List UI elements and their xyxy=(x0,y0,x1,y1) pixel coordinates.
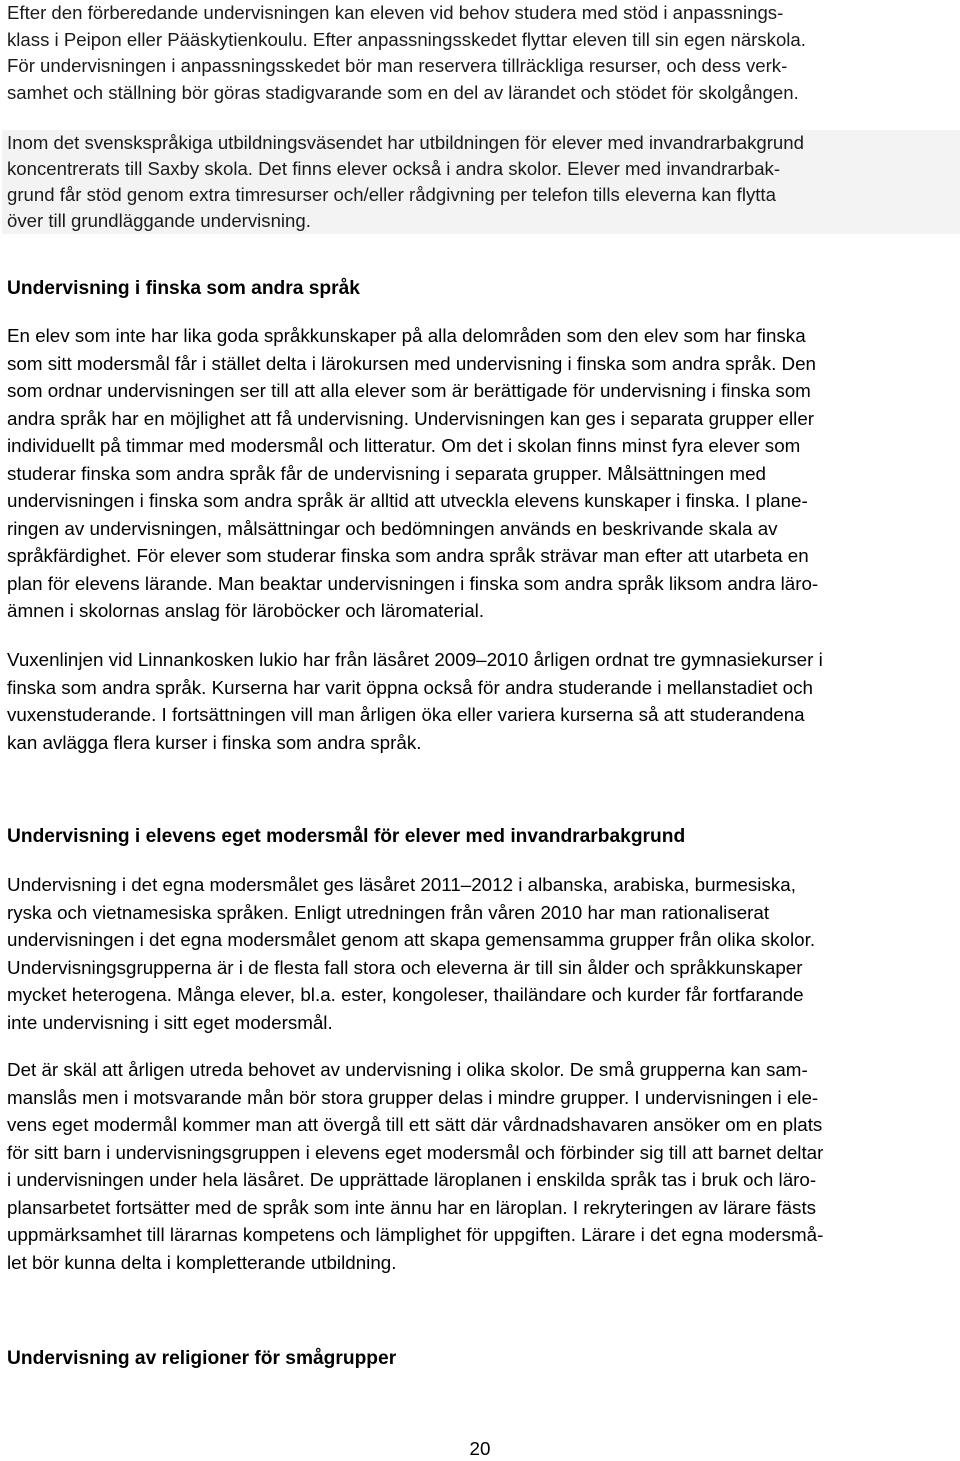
heading-religioner: Undervisning av religioner för smågrupper xyxy=(7,1348,397,1369)
text-line: Undervisningsgrupperna är i de flesta fall stora och eleverna är till sin ålder och språkkunskaper xyxy=(7,956,803,978)
text-line: grund får stöd genom extra timresurser och/eller rådgivning per telefon tills eleverna kan flytta xyxy=(7,184,776,205)
text-line: ryska och vietnamesiska språken. Enligt utredningen från våren 2010 har man rationaliserat xyxy=(7,901,770,923)
text-line: Vuxenlinjen vid Linnankosken lukio har från läsåret 2009–2010 årligen ordnat tre gymnasiekurser i xyxy=(7,649,823,670)
paragraph-anpassning xyxy=(7,0,956,106)
text-line: ringen av undervisningen, målsättningar och bedömningen används en beskrivande skala av xyxy=(7,517,778,539)
text-line: i undervisningen under hela läsåret. De upprättade läroplanen i enskilda språk tas i bruk och läro- xyxy=(7,1169,817,1190)
text-line: för sitt barn i undervisningsgruppen i elevens eget modersmål och förbinder sig till att barnet deltar xyxy=(7,1141,824,1163)
text-line: vuxenstuderande. I fortsättningen vill man årligen öka eller variera kurserna så att studerandena xyxy=(7,704,805,725)
text-line: Efter den förberedande undervisningen kan eleven vid behov studera med stöd i anpassnings- xyxy=(7,2,784,23)
text-line: andra språk har en möjlighet att få undervisning. Undervisningen kan ges i separata grupper eller xyxy=(7,407,815,429)
text-line: Undervisning i det egna modersmålet ges läsåret 2011–2012 i albanska, arabiska, burmesiska, xyxy=(7,874,796,895)
heading-eget-modersmal: Undervisning i elevens eget modersmål för elever med invandrarbakgrund xyxy=(7,826,686,847)
text-line: samhet och ställning bör göras stadigvarande som en del av lärandet och stödet för skolgången. xyxy=(7,81,799,103)
text-line: mycket heterogena. Många elever, bl.a. ester, kongoleser, thailändare och kurder får fortfarande xyxy=(7,984,804,1005)
paragraph-finska-1 xyxy=(7,322,956,625)
page-number: 20 xyxy=(469,1438,491,1459)
text-line: Inom det svenskspråkiga utbildningsväsendet har utbildningen för elever med invandrarbakgrund xyxy=(7,132,804,153)
text-line: språkfärdighet. För elever som studerar finska som andra språk strävar man efter att utarbeta en xyxy=(7,545,809,566)
text-line: manslås men i motsvarande mån bör stora grupper delas i mindre grupper. I undervisningen i ele- xyxy=(7,1086,819,1108)
text-line: finska som andra språk. Kurserna har varit öppna också för andra studerande i mellanstadiet och xyxy=(7,676,813,698)
text-line: undervisningen i finska som andra språk är alltid att utveckla elevens kunskaper i finska. I plane- xyxy=(7,490,808,511)
text-line: undervisningen i det egna modersmålet genom att skapa gemensamma grupper från olika skolor. xyxy=(7,929,816,950)
text-line: över till grundläggande undervisning. xyxy=(7,210,311,231)
text-line: koncentrerats till Saxby skola. Det finns elever också i andra skolor. Elever med invandrarbak- xyxy=(7,158,781,179)
text-line: ämnen i skolornas anslag för läroböcker och läromaterial. xyxy=(7,600,485,621)
text-line: studerar finska som andra språk får de undervisning i separata grupper. Målsättningen med xyxy=(7,462,766,484)
text-line: klass i Peipon eller Pääskytienkoulu. Efter anpassningsskedet flyttar eleven till sin egen närskola. xyxy=(7,28,806,50)
text-line: Det är skäl att årligen utreda behovet av undervisning i olika skolor. De små grupperna kan sam- xyxy=(7,1059,808,1080)
heading-finska-andra-sprak: Undervisning i finska som andra språk xyxy=(7,278,360,299)
text-line: som ordnar undervisningen ser till att alla elever som är berättigade för undervisning i finska som xyxy=(7,380,811,401)
paragraph-svensksprakiga xyxy=(2,130,960,234)
text-line: plansarbetet fortsätter med de språk som inte ännu har en läroplan. I rekryteringen av lärare fästs xyxy=(7,1196,817,1218)
text-line: uppmärksamhet till lärarnas kompetens och lämplighet för uppgiften. Lärare i det egna modersmå- xyxy=(7,1224,824,1245)
text-line: individuellt på timmar med modersmål och litteratur. Om det i skolan finns minst fyra elever som xyxy=(7,435,801,456)
paragraph-modersmal-2 xyxy=(7,1056,956,1276)
text-line: kan avlägga flera kurser i finska som andra språk. xyxy=(7,731,422,753)
text-line: En elev som inte har lika goda språkkunskaper på alla delområden som den elev som har finska xyxy=(7,325,806,346)
text-line: som sitt modersmål får i stället delta i lärokursen med undervisning i finska som andra språk. Den xyxy=(7,352,816,374)
paragraph-modersmal-1 xyxy=(7,871,956,1036)
text-line: inte undervisning i sitt eget modersmål. xyxy=(7,1011,333,1033)
text-line: plan för elevens lärande. Man beaktar undervisningen i finska som andra språk liksom andra läro- xyxy=(7,572,819,594)
text-line: vens eget modermål kommer man att övergå till ett sätt där vårdnadshavaren ansöker om en plats xyxy=(7,1114,823,1135)
text-line: let bör kunna delta i kompletterande utbildning. xyxy=(7,1251,397,1273)
text-line: För undervisningen i anpassningsskedet bör man reservera tillräckliga resurser, och dess verk- xyxy=(7,55,788,76)
paragraph-finska-2 xyxy=(7,646,956,756)
